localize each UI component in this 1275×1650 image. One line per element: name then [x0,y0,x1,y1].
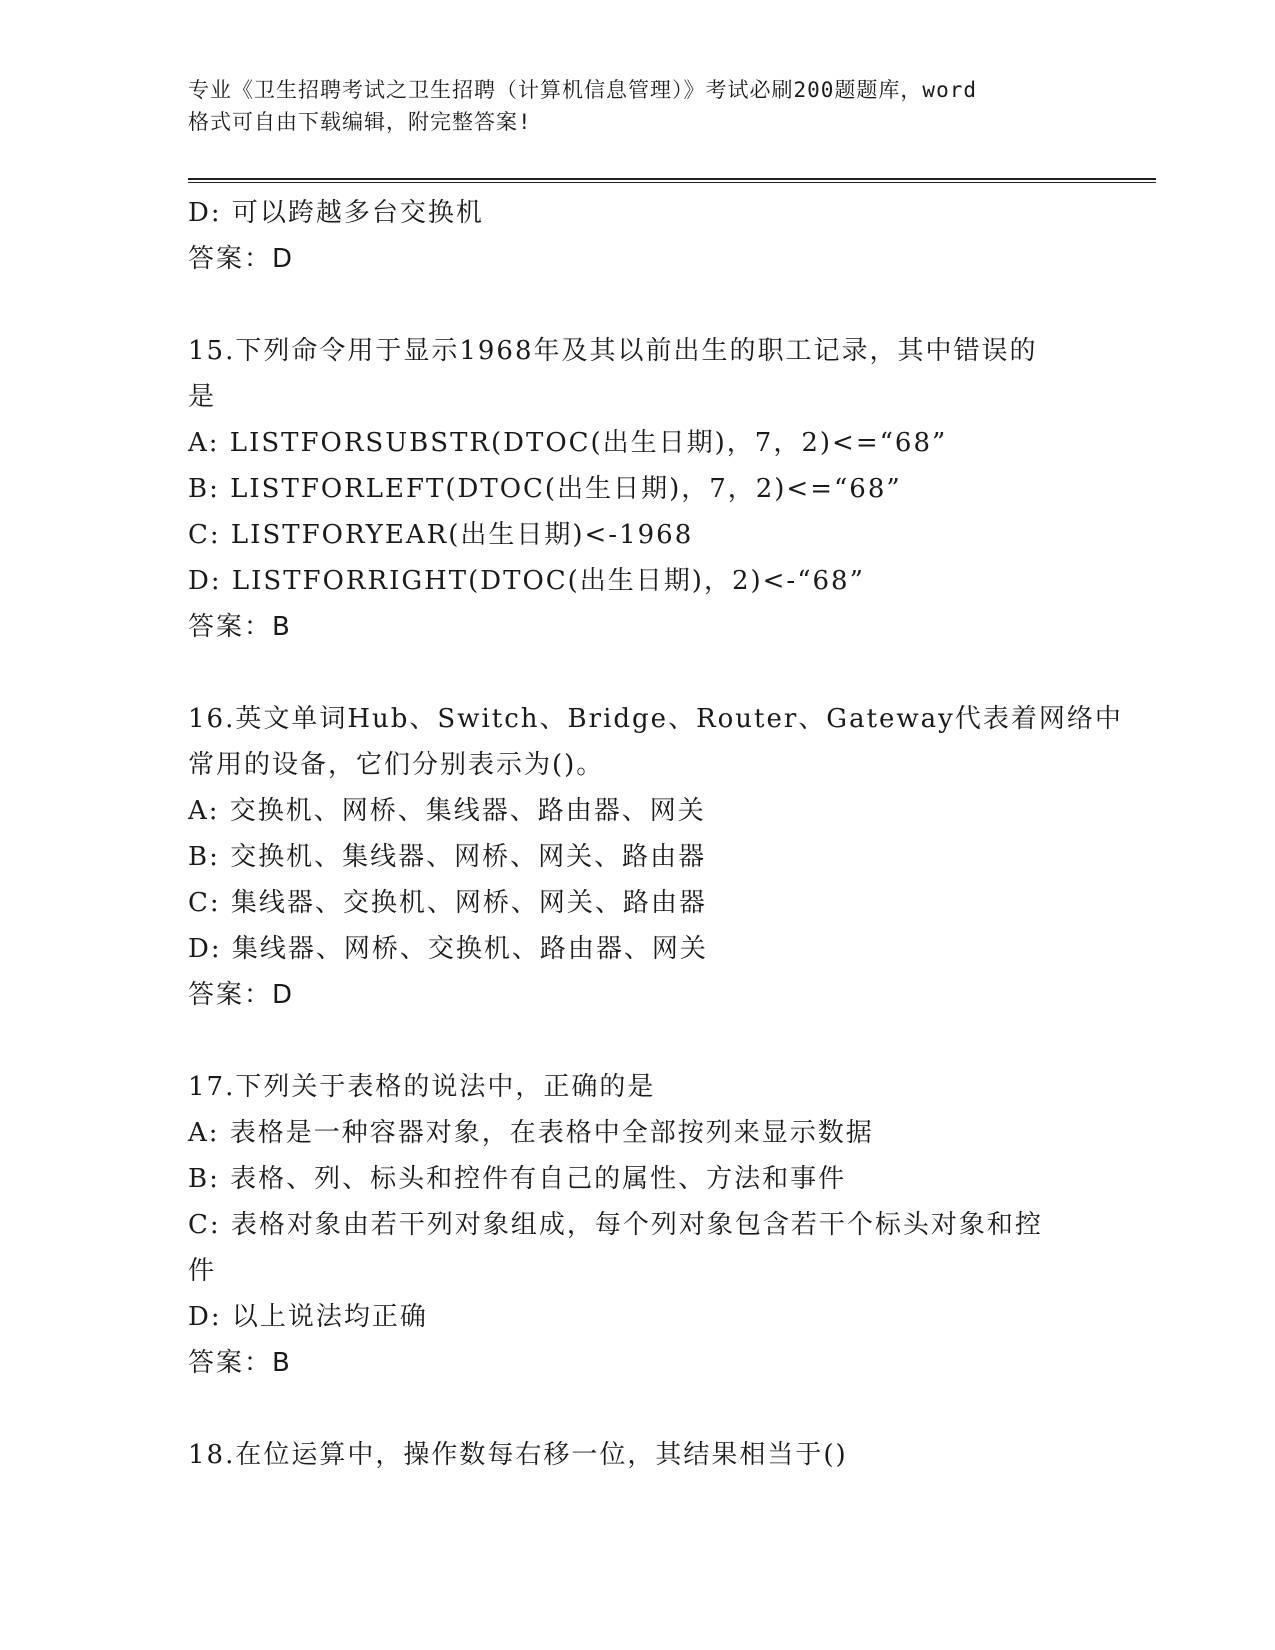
option-d: D: LISTFORRIGHT(DTOC(出生日期)，2)<-“68” [188,566,865,596]
option-a: A: 交换机、网桥、集线器、路由器、网关 [188,796,706,826]
option-b: B: 交换机、集线器、网桥、网关、路由器 [188,842,707,872]
spacer [188,282,1068,328]
option-a: A: 表格是一种容器对象，在表格中全部按列来显示数据 [188,1118,874,1148]
question-stem: 16.英文单词Hub、Switch、Bridge、Router、Gateway代表着网络中 [188,704,1123,734]
question-18 [188,1432,1068,1478]
option-b: B: 表格、列、标头和控件有自己的属性、方法和事件 [188,1164,847,1194]
header-line-1: 专业《卫生招聘考试之卫生招聘（计算机信息管理）》考试必刷200题题库，word [188,78,977,102]
option-b: B: LISTFORLEFT(DTOC(出生日期)，7，2)<=“68” [188,474,902,504]
document-body [188,190,1123,1478]
question-stem-continued: 常用的设备，它们分别表示为()。 [188,750,605,780]
answer-line: 答案：D [188,244,295,274]
answer-line: 答案：D [188,980,295,1010]
option-c: C: 集线器、交换机、网桥、网关、路由器 [188,888,707,918]
header-divider [188,178,1156,183]
question-stem-continued: 是 [188,382,217,412]
option-c: C: 表格对象由若干列对象组成，每个列对象包含若干个标头对象和控 [188,1210,1043,1240]
option-d: D: 集线器、网桥、交换机、路由器、网关 [188,934,708,964]
question-17 [188,1064,1068,1386]
spacer [188,1386,1068,1432]
option-c: C: LISTFORYEAR(出生日期)<-1968 [188,520,694,550]
question-stem: 17.下列关于表格的说法中，正确的是 [188,1072,656,1102]
question-stem: 18.在位运算中，操作数每右移一位，其结果相当于() [188,1440,848,1470]
option-c-continued: 件 [188,1256,217,1286]
question-15 [188,328,1068,650]
answer-line: 答案：B [188,612,292,642]
question-16 [188,696,1123,1018]
question-14-tail [188,190,1068,282]
answer-line: 答案：B [188,1348,292,1378]
spacer [188,1018,1068,1064]
option-d: D: 以上说法均正确 [188,1302,428,1332]
header-line-2: 格式可自由下载编辑，附完整答案! [188,110,532,134]
document-header [188,74,1088,138]
question-stem: 15.下列命令用于显示1968年及其以前出生的职工记录，其中错误的 [188,336,1038,366]
option-a: A: LISTFORSUBSTR(DTOC(出生日期)，7，2)<=“68” [188,428,948,458]
spacer [188,650,1068,696]
option-d: D: 可以跨越多台交换机 [188,198,484,228]
